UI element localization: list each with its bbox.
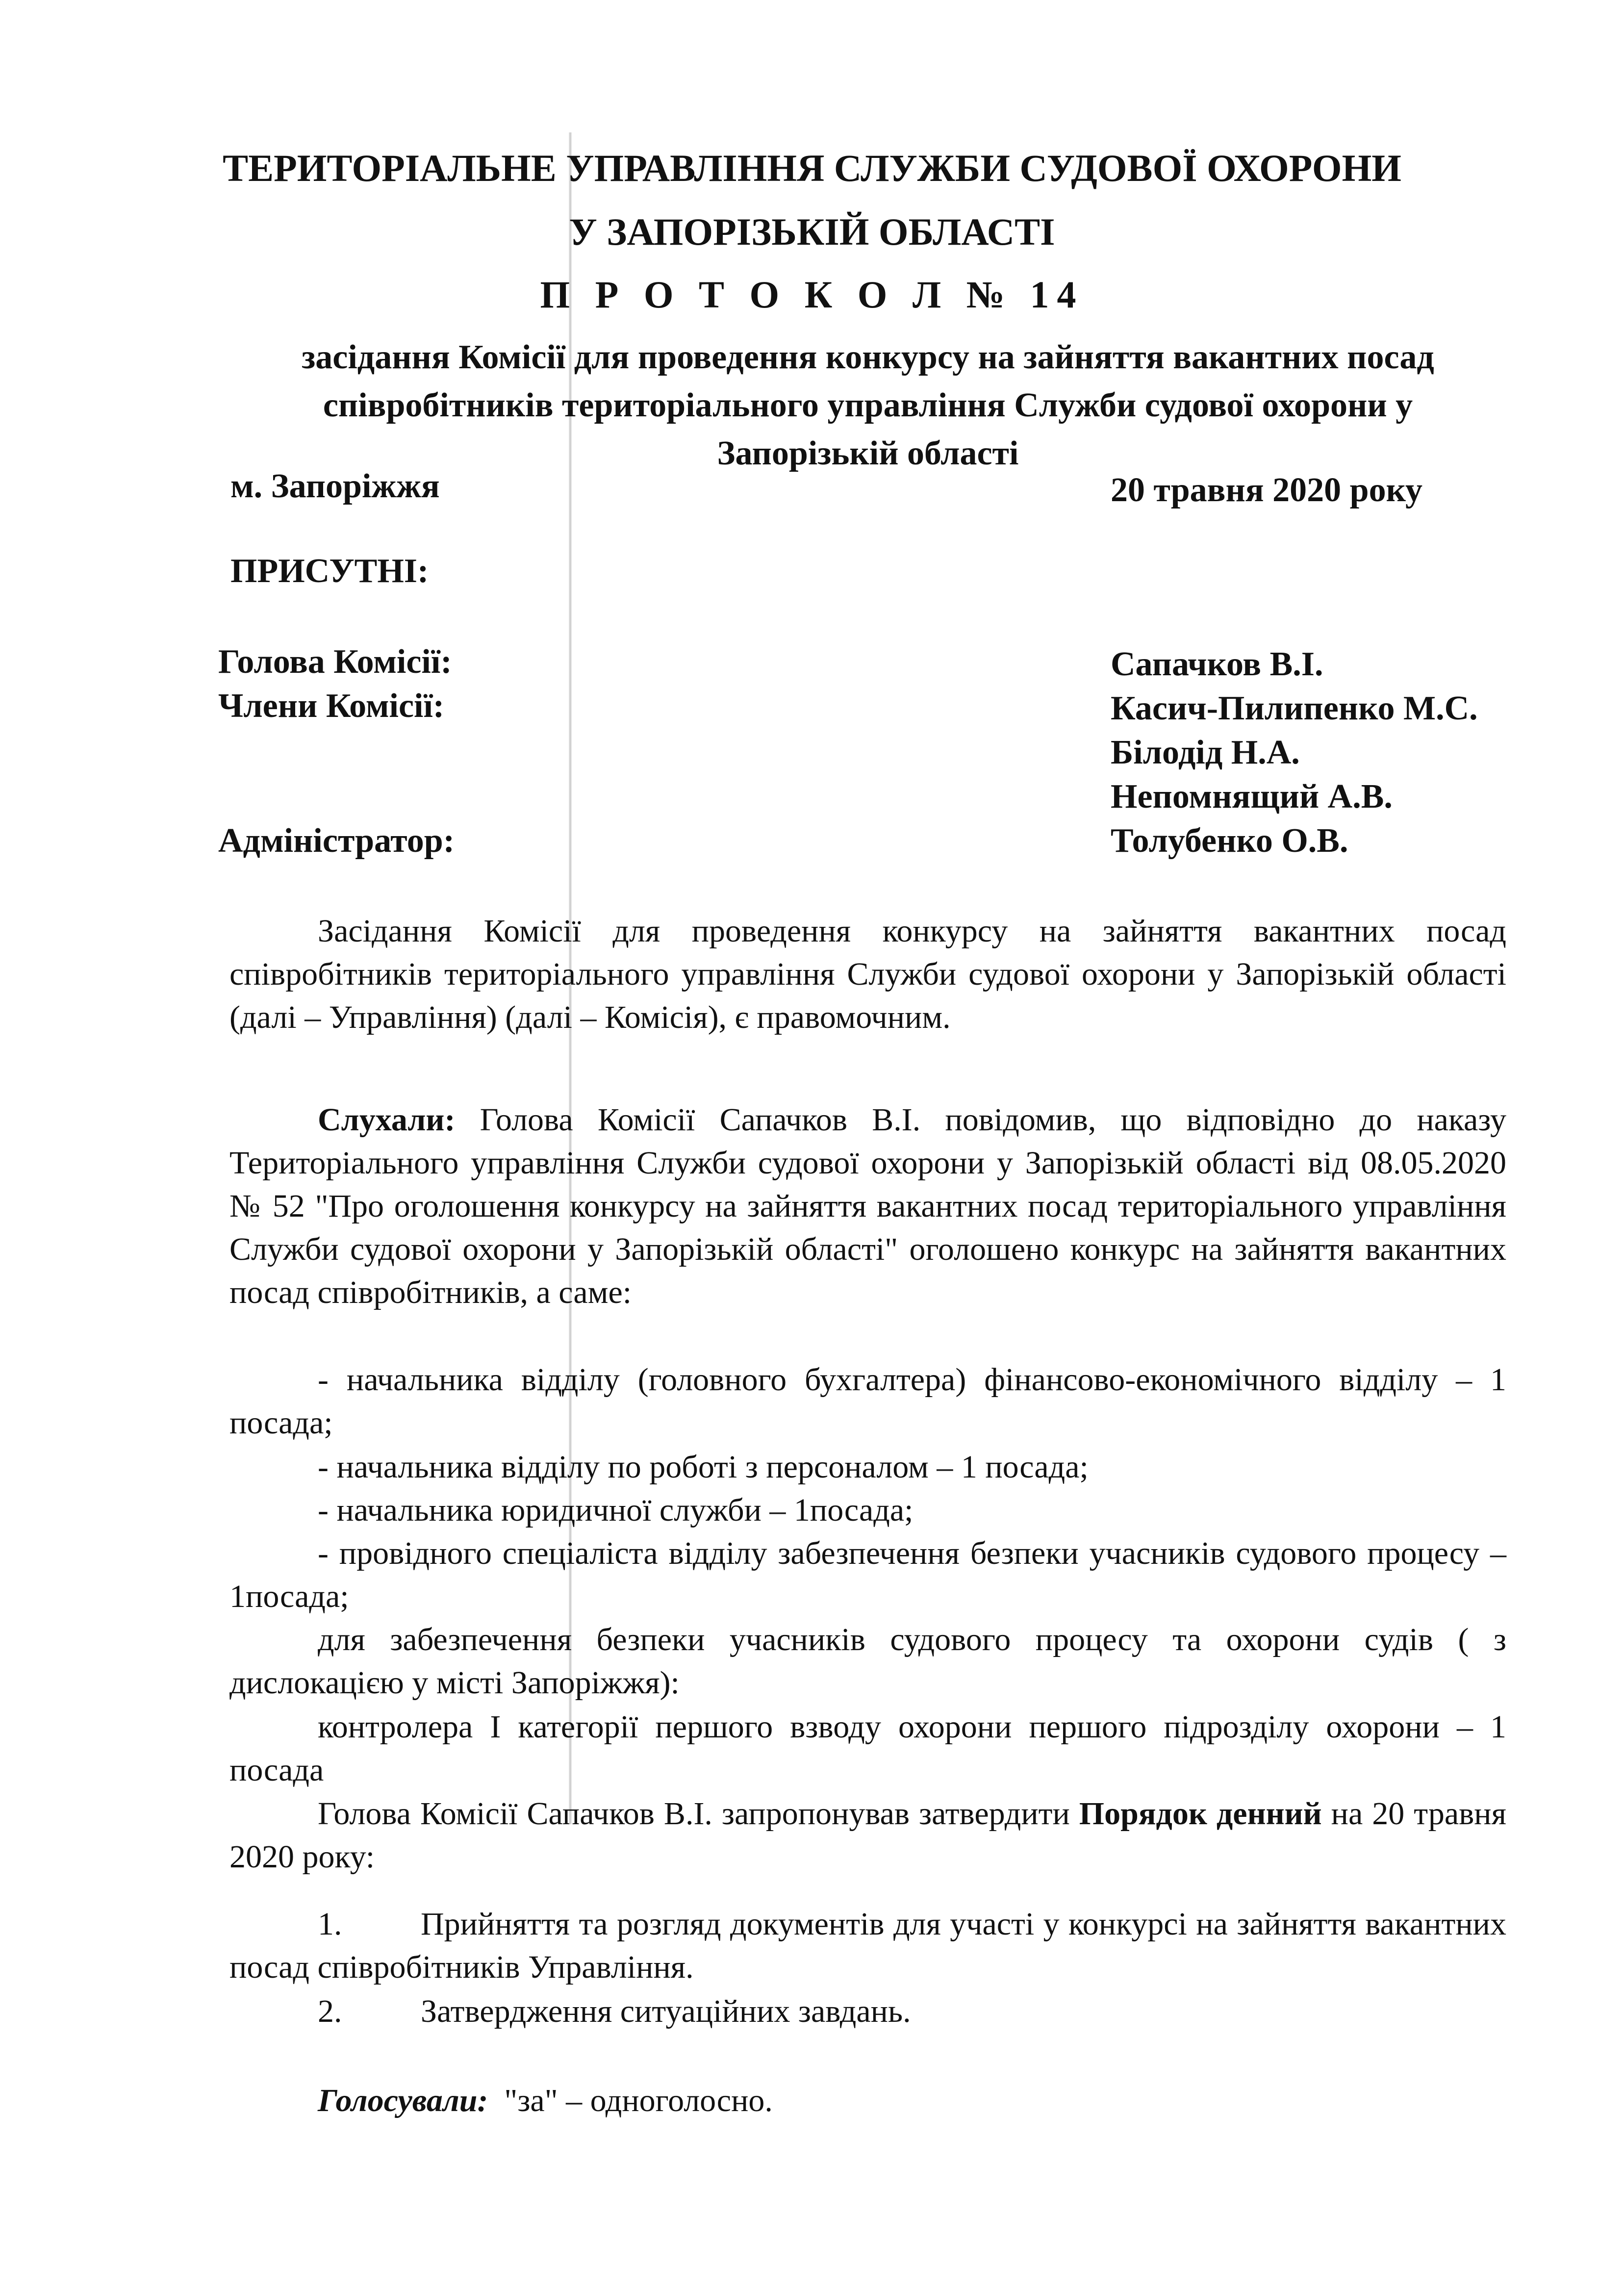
security-paragraph: для забезпечення безпеки учасників судового процесу та охорони судів ( з дислокацією у місті Запоріжжя): [229, 1622, 1506, 1701]
place: м. Запоріжжя [230, 467, 440, 505]
admin-label: Адміністратор: [218, 822, 455, 860]
date: 20 травня 2020 року [1111, 471, 1422, 509]
agenda-text: Прийняття та розгляд документів для участі у конкурсі на зайняття вакантних посад співробітників Управління. [229, 1906, 1506, 1985]
proposal-paragraph [229, 1792, 1506, 1879]
member-name: Касич-Пилипенко М.С. [1111, 689, 1478, 727]
list-item: - начальника юридичної служби – 1посада; [318, 1492, 914, 1528]
member-name: Непомнящий А.В. [1111, 778, 1393, 816]
organization-title: ТЕРИТОРІАЛЬНЕ УПРАВЛІННЯ СЛУЖБИ СУДОВОЇ ОХОРОНИ [223, 147, 1401, 189]
agenda-text: Затвердження ситуаційних завдань. [421, 1993, 911, 2029]
heard-text: Голова Комісії Сапачков В.І. повідомив, що відповідно до наказу Територіального управління Служби судової охорони у Запорізькій області від 08.05.2020 № 52 "Про оголошення конкурсу на зайняття вакантних посад територіального управління Служби судової охорони у Запорізькій області" оголошено конкурс на зайняття вакантних посад співробітників, а саме: [229, 1102, 1506, 1310]
present-label: ПРИСУТНІ: [230, 552, 429, 590]
agenda-item [229, 1903, 1506, 1989]
member-name: Білодід Н.А. [1111, 734, 1300, 771]
vote-label: Голосували: [318, 2083, 488, 2118]
controller-paragraph: контролера І категорії першого взводу охорони першого підрозділу охорони – 1 посада [229, 1709, 1506, 1788]
admin-name: Толубенко О.В. [1111, 822, 1348, 860]
list-item: - начальника відділу по роботі з персоналом – 1 посада; [318, 1449, 1089, 1485]
protocol-subtitle: засідання Комісії для проведення конкурсу на зайняття вакантних посад співробітників територіального управління Служби судової охорони у Запорізькій області [302, 338, 1434, 472]
vote-line [229, 2079, 1506, 2122]
organization-region: У ЗАПОРІЗЬКІЙ ОБЛАСТІ [569, 210, 1055, 253]
protocol-title: П Р О Т О К О Л № 14 [540, 273, 1084, 316]
vote-text: "за" – одноголосно. [488, 2083, 773, 2118]
proposal-tail: на 20 травня 2020 року: [229, 1796, 1506, 1875]
chair-label: Голова Комісії: [218, 643, 452, 681]
list-item: - начальника відділу (головного бухгалтера) фінансово-економічного відділу – 1 посада; [229, 1362, 1506, 1441]
agenda-item [229, 1990, 1506, 2033]
heard-paragraph [229, 1098, 1506, 1314]
members-label: Члени Комісії: [218, 687, 445, 725]
chair-name: Сапачков В.І. [1111, 645, 1323, 683]
agenda-number: 2. [318, 1993, 342, 2029]
agenda-number: 1. [318, 1906, 342, 1942]
agenda-term: Порядок денний [1079, 1796, 1322, 1832]
list-item: - провідного спеціаліста відділу забезпечення безпеки учасників судового процесу – 1посада; [229, 1535, 1506, 1614]
heard-label: Слухали: [318, 1102, 456, 1138]
proposal-text: Голова Комісії Сапачков В.І. запропонував затвердити [318, 1796, 1079, 1832]
intro-paragraph: Засідання Комісії для проведення конкурсу на зайняття вакантних посад співробітників територіального управління Служби судової охорони у Запорізькій області (далі – Управління) (далі – Комісія), є правомочним. [229, 913, 1506, 1035]
